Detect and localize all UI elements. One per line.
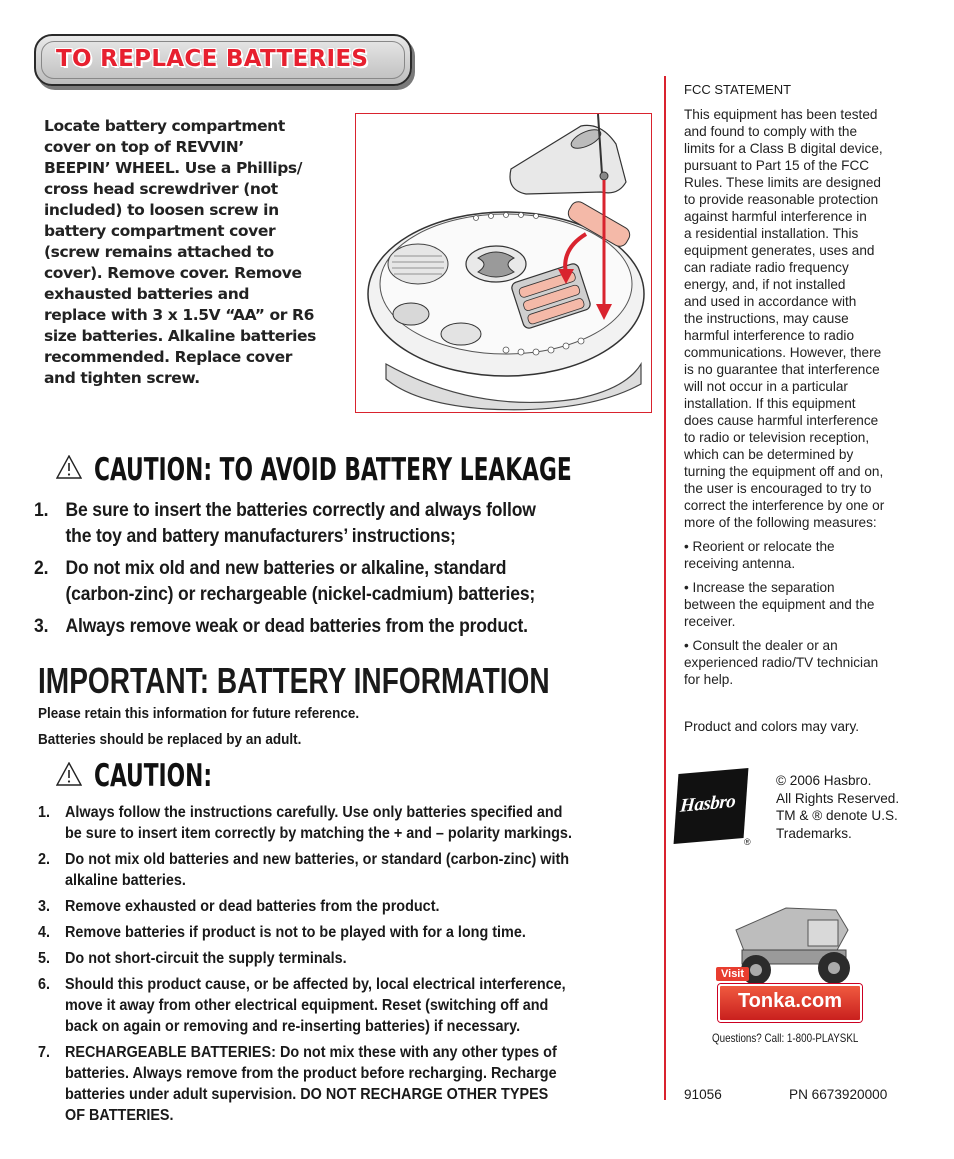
item-line: the toy and battery manufacturers’ instructions;: [65, 525, 456, 547]
fcc-line: to provide reasonable protection: [684, 192, 879, 207]
caution-title: CAUTION:: [94, 758, 213, 794]
item-line: Always follow the instructions carefully. Use only batteries specified and: [65, 804, 563, 821]
bullet-line: • Reorient or relocate the: [684, 539, 835, 554]
questions-phone: Questions? Call: 1-800-PLAYSKL: [712, 1031, 859, 1045]
fcc-line: turning the equipment off and on,: [684, 464, 884, 479]
instruction-line: and tighten screw.: [44, 369, 200, 387]
retain-note: Please retain this information for future reference.: [38, 705, 360, 722]
item-line: OF BATTERIES.: [65, 1107, 174, 1124]
bullet-item: [684, 579, 930, 630]
list-item: [38, 948, 650, 969]
fcc-title: FCC STATEMENT: [684, 82, 792, 97]
item-number: 7.: [38, 1044, 51, 1061]
bullet-item: [684, 637, 930, 688]
item-number: 4.: [38, 924, 51, 941]
copyright-line: All Rights Reserved.: [776, 790, 900, 806]
fcc-line: will not occur in a particular: [684, 379, 848, 394]
instruction-line: exhausted batteries and: [44, 285, 250, 303]
item-number: 1.: [38, 804, 51, 821]
item-number: 1.: [34, 499, 49, 521]
fcc-line: and used in accordance with: [684, 294, 857, 309]
fcc-statement: [684, 106, 930, 531]
item-line: Always remove weak or dead batteries from the product.: [65, 615, 528, 637]
list-item: [34, 613, 678, 639]
item-line: back on again or removing and re-inserting batteries) if necessary.: [65, 1018, 521, 1035]
fcc-measures: [684, 538, 930, 695]
visit-tag: Visit: [716, 967, 749, 981]
list-item: [38, 802, 650, 844]
fcc-line: pursuant to Part 15 of the FCC: [684, 158, 870, 173]
instruction-line: cover on top of REVVIN’: [44, 138, 244, 156]
instruction-line: cross head screwdriver (not: [44, 180, 278, 198]
fcc-line: the user is encouraged to try to: [684, 481, 872, 496]
fcc-line: Rules. These limits are designed: [684, 175, 881, 190]
list-item: [38, 1042, 650, 1126]
fcc-line: which can be determined by: [684, 447, 854, 462]
item-line: Remove exhausted or dead batteries from the product.: [65, 898, 440, 915]
fcc-line: harmful interference to radio: [684, 328, 855, 343]
bullet-line: receiving antenna.: [684, 556, 796, 571]
list-item: [38, 922, 650, 943]
warning-triangle-icon: [56, 762, 82, 791]
copyright-line: Trademarks.: [776, 825, 852, 841]
fcc-line: and found to comply with the: [684, 124, 858, 139]
instruction-line: recommended. Replace cover: [44, 348, 292, 366]
item-line: Be sure to insert the batteries correctly and always follow: [65, 499, 536, 521]
list-item: [34, 555, 678, 607]
item-number: 3.: [38, 898, 51, 915]
leakage-caution-title: CAUTION: TO AVOID BATTERY LEAKAGE: [94, 452, 572, 488]
caution-list: [38, 802, 650, 1131]
instruction-line: Locate battery compartment: [44, 117, 285, 135]
warning-triangle-icon: [56, 455, 82, 484]
list-item: [34, 497, 678, 549]
fcc-line: limits for a Class B digital device,: [684, 141, 883, 156]
fcc-line: does cause harmful interference: [684, 413, 879, 428]
logo-text: Hasbro: [679, 790, 736, 817]
item-number: 2.: [34, 557, 49, 579]
header-title: TO REPLACE BATTERIES: [56, 46, 369, 72]
bullet-line: experienced radio/TV technician: [684, 655, 879, 670]
item-line: batteries. Always remove from the product before recharging. Recharge: [65, 1065, 557, 1082]
item-number: 2.: [38, 851, 51, 868]
section-header: [34, 34, 412, 86]
bullet-line: • Increase the separation: [684, 580, 835, 595]
bullet-line: for help.: [684, 672, 734, 687]
important-title: IMPORTANT: BATTERY INFORMATION: [38, 660, 550, 701]
fcc-line: more of the following measures:: [684, 515, 877, 530]
replace-instructions: [44, 116, 320, 389]
item-line: alkaline batteries.: [65, 872, 186, 889]
hasbro-logo: [674, 768, 749, 844]
item-line: RECHARGEABLE BATTERIES: Do not mix these with any other types of: [65, 1044, 557, 1061]
instruction-line: size batteries. Alkaline batteries: [44, 327, 316, 345]
registered-mark: ®: [744, 837, 751, 847]
bullet-line: • Consult the dealer or an: [684, 638, 838, 653]
list-item: [38, 849, 650, 891]
item-line: Do not short-circuit the supply terminals.: [65, 950, 347, 967]
toy-wheel-illustration: [356, 114, 650, 411]
copyright-block: [776, 772, 936, 842]
battery-diagram: [355, 113, 652, 413]
list-item: [38, 974, 650, 1037]
item-line: move it away from other electrical equipment. Reset (switching off and: [65, 997, 549, 1014]
bullet-item: [684, 538, 930, 572]
fcc-line: is no guarantee that interference: [684, 362, 880, 377]
fcc-line: against harmful interference in: [684, 209, 867, 224]
instruction-line: cover). Remove cover. Remove: [44, 264, 302, 282]
item-line: batteries under adult supervision. DO NOT RECHARGE OTHER TYPES: [65, 1086, 549, 1103]
copyright-line: TM & ® denote U.S.: [776, 808, 898, 823]
instruction-line: replace with 3 x 1.5V “AA” or R6: [44, 306, 314, 324]
fcc-line: communications. However, there: [684, 345, 882, 360]
leakage-caution-list: [34, 497, 654, 645]
item-line: Remove batteries if product is not to be played with for a long time.: [65, 924, 526, 941]
fcc-line: This equipment has been tested: [684, 107, 878, 122]
fcc-line: energy, and, if not installed: [684, 277, 846, 292]
fcc-line: correct the interference by one or: [684, 498, 885, 513]
tonka-link-button[interactable]: [718, 984, 862, 1022]
adult-note: Batteries should be replaced by an adult.: [38, 731, 302, 748]
fcc-line: the instructions, may cause: [684, 311, 849, 326]
fcc-line: can radiate radio frequency: [684, 260, 849, 275]
tonka-promo[interactable]: [716, 900, 862, 1025]
instruction-line: BEEPIN’ WHEEL. Use a Phillips/: [44, 159, 302, 177]
item-line: Do not mix old batteries and new batteries, or standard (carbon-zinc) with: [65, 851, 570, 868]
column-divider: [664, 76, 666, 1100]
instruction-line: battery compartment cover: [44, 222, 276, 240]
item-line: be sure to insert item correctly by matching the + and – polarity markings.: [65, 825, 572, 842]
fcc-line: equipment generates, uses and: [684, 243, 875, 258]
tonka-link-text: Tonka.com: [737, 990, 843, 1012]
part-number: PN 6673920000: [789, 1087, 888, 1102]
fcc-line: a residential installation. This: [684, 226, 859, 241]
fcc-line: to radio or television reception,: [684, 430, 870, 445]
bullet-line: between the equipment and the: [684, 597, 875, 612]
item-line: (carbon-zinc) or rechargeable (nickel-cadmium) batteries;: [65, 583, 536, 605]
item-number: 5.: [38, 950, 51, 967]
item-number: 6.: [38, 976, 51, 993]
fcc-line: installation. If this equipment: [684, 396, 856, 411]
instruction-line: (screw remains attached to: [44, 243, 274, 261]
copyright-line: © 2006 Hasbro.: [776, 773, 872, 788]
product-code: 91056: [684, 1087, 722, 1102]
item-line: Should this product cause, or be affected by, local electrical interference,: [65, 976, 566, 993]
bullet-line: receiver.: [684, 614, 736, 629]
item-line: Do not mix old and new batteries or alkaline, standard: [65, 557, 507, 579]
colors-note: Product and colors may vary.: [684, 719, 860, 734]
list-item: [38, 896, 650, 917]
instruction-line: included) to loosen screw in: [44, 201, 279, 219]
item-number: 3.: [34, 615, 49, 637]
